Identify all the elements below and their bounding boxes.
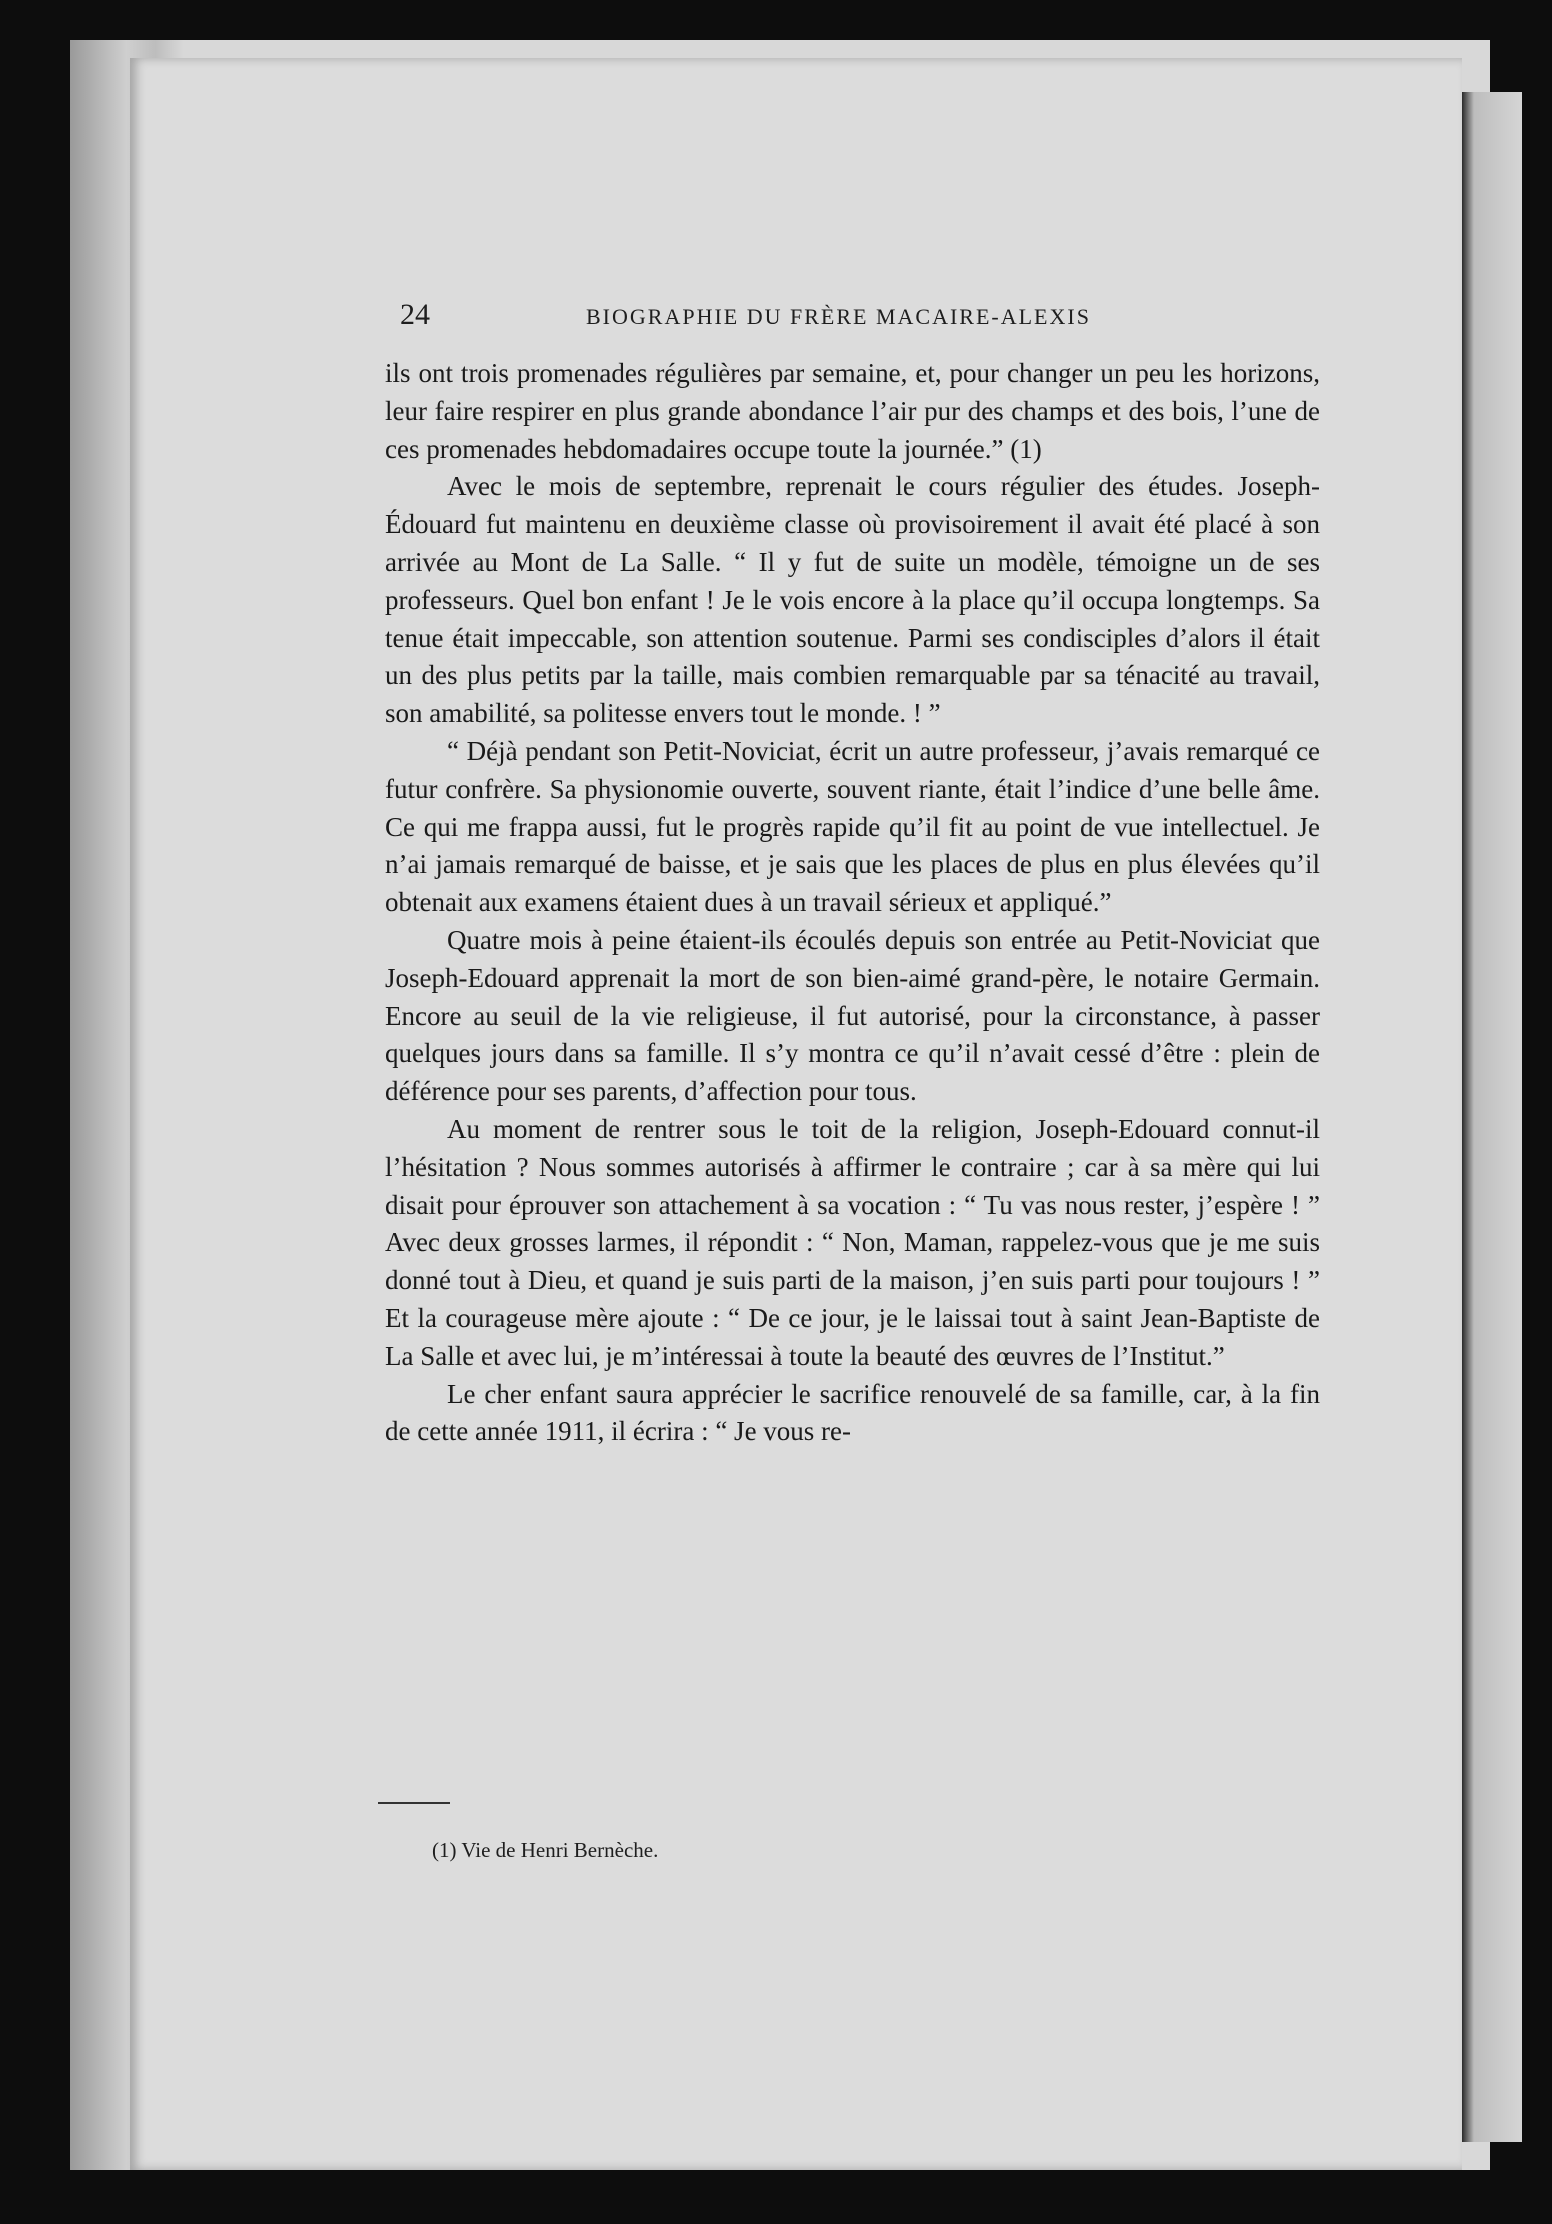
paragraph: Quatre mois à peine étaient-ils écoulés depuis son entrée au Petit-Noviciat que Joseph-Edouard apprenait la mort de son bien-aimé grand-père, le notaire Germain. Encore au seuil de la vie religieuse, il fut autorisé, pour la circonstance, à passer quelques jours dans sa famille. Il s’y montra ce qu’il n’avait cessé d’être : plein de déférence pour ses parents, d’affection pour tous.	[385, 924, 1320, 1107]
body-text	[385, 355, 1320, 1805]
facing-page-edge	[1462, 92, 1522, 2142]
page-number: 24	[400, 298, 430, 331]
page-header	[400, 298, 1360, 338]
footnote: (1) Vie de Henri Bernèche.	[432, 1838, 659, 1862]
paragraph: Au moment de rentrer sous le toit de la religion, Joseph-Edouard connut-il l’hésitation ? Nous sommes autorisés à affirmer le contraire ; car à sa mère qui lui disait pour éprouver son attachement à sa vocation : “ Tu vas nous rester, j’espère ! ” Avec deux grosses larmes, il répondit : “ Non, Maman, rappelez-vous que je me suis donné tout à Dieu, et quand je suis parti de la maison, j’en suis parti pour toujours ! ” Et la courageuse mère ajoute : “ De ce jour, je le laissai tout à saint Jean-Baptiste de La Salle et avec lui, je m’intéressai à toute la beauté des œuvres de l’Institut.”	[385, 1113, 1320, 1371]
paragraph: ils ont trois promenades régulières par semaine, et, pour changer un peu les horizons, leur faire respirer en plus grande abondance l’air pur des champs et des bois, l’une de ces promenades hebdomadaires occupe toute la journée.” (1)	[385, 358, 1320, 464]
paragraph: Avec le mois de septembre, reprenait le cours régulier des études. Joseph-Édouard fut maintenu en deuxième classe où provisoirement il avait été placé à son arrivée au Mont de La Salle. “ Il y fut de suite un modèle, témoigne un de ses professeurs. Quel bon enfant ! Je le vois encore à la place qu’il occupa longtemps. Sa tenue était impeccable, son attention soutenue. Parmi ses condisciples d’alors il était un des plus petits par la taille, mais combien remarquable par sa ténacité au travail, son amabilité, sa politesse envers tout le monde. ! ”	[385, 471, 1320, 729]
paragraph: Le cher enfant saura apprécier le sacrifice renouvelé de sa famille, car, à la fin de cette année 1911, il écrira : “ Je vous re-	[385, 1378, 1320, 1447]
paragraph: “ Déjà pendant son Petit-Noviciat, écrit un autre professeur, j’avais remarqué ce futur confrère. Sa physionomie ouverte, souvent riante, était l’indice d’une belle âme. Ce qui me frappa aussi, fut le progrès rapide qu’il fit au point de vue intellectuel. Je n’ai jamais remarqué de baisse, et je sais que les places de plus en plus élevées qu’il obtenait aux examens étaient dues à un travail sérieux et appliqué.”	[385, 735, 1320, 918]
footnote-rule	[378, 1802, 450, 1804]
running-title: BIOGRAPHIE DU FRÈRE MACAIRE-ALEXIS	[586, 304, 1091, 329]
